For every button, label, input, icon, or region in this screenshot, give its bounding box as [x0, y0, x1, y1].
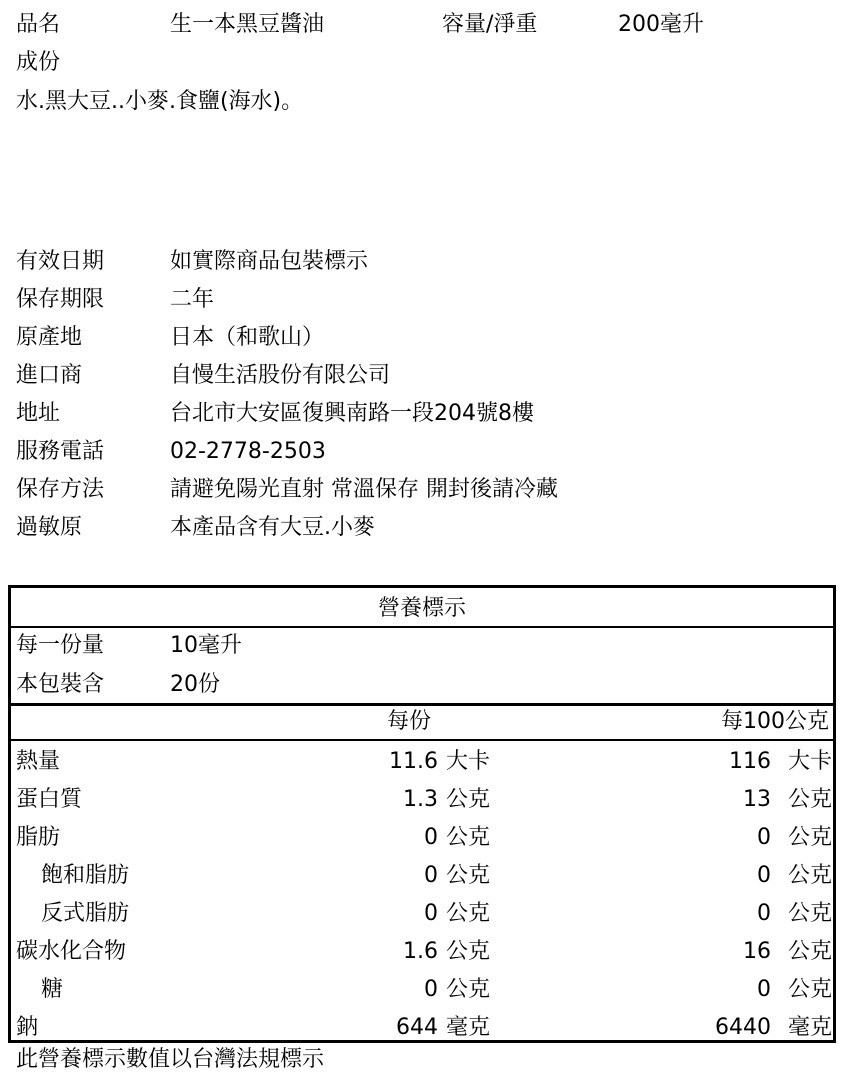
product-name-label: 品名 — [16, 12, 61, 37]
per-serving-value: 0 — [424, 863, 438, 888]
nutrient-row — [11, 971, 833, 1009]
ingredients-value: 水.黑大豆..小麥.食鹽(海水)。 — [16, 89, 304, 114]
per-100-unit: 公克 — [788, 825, 833, 850]
nutrient-row — [11, 781, 833, 819]
per-serving-unit: 公克 — [446, 977, 491, 1002]
serving-size-value: 10毫升 — [170, 633, 242, 658]
nutrition-title: 營養標示 — [377, 596, 466, 621]
nutrition-footnote: 此營養標示數值以台灣法規標示 — [16, 1047, 325, 1072]
info-label: 進口商 — [16, 363, 83, 388]
per-100-value: 116 — [729, 749, 771, 774]
per-serving-value: 0 — [424, 825, 438, 850]
per-100-unit: 公克 — [788, 939, 833, 964]
info-label: 過敏原 — [16, 515, 83, 540]
divider — [11, 703, 833, 706]
per-serving-value: 1.3 — [403, 787, 438, 812]
info-value: 02-2778-2503 — [170, 439, 326, 464]
info-label: 服務電話 — [16, 439, 105, 464]
nutrient-name: 反式脂肪 — [41, 901, 130, 926]
product-name-value: 生一本黑豆醬油 — [170, 12, 325, 37]
nutrient-name: 脂肪 — [16, 825, 61, 850]
divider — [11, 739, 833, 741]
info-value: 自慢生活股份有限公司 — [170, 363, 391, 388]
per-100-unit: 大卡 — [788, 749, 833, 774]
info-value: 如實際商品包裝標示 — [170, 249, 369, 274]
per-serving-unit: 毫克 — [446, 1015, 491, 1040]
per-serving-value: 644 — [396, 1015, 438, 1040]
per-serving-value: 1.6 — [403, 939, 438, 964]
serving-size-label: 每一份量 — [16, 633, 105, 658]
nutrient-row — [11, 743, 833, 781]
per-serving-unit: 公克 — [446, 825, 491, 850]
nutrient-name: 飽和脂肪 — [41, 863, 130, 888]
per-100-value: 0 — [757, 825, 771, 850]
per-100-value: 0 — [757, 977, 771, 1002]
col-per-100-header: 每100公克 — [721, 709, 829, 734]
per-100-value: 6440 — [715, 1015, 771, 1040]
per-serving-unit: 公克 — [446, 787, 491, 812]
info-label: 保存方法 — [16, 477, 105, 502]
per-100-unit: 公克 — [788, 977, 833, 1002]
per-serving-unit: 公克 — [446, 939, 491, 964]
nutrient-row — [11, 819, 833, 857]
nutrition-table — [8, 585, 836, 1043]
info-value: 本產品含有大豆.小麥 — [170, 515, 375, 540]
ingredients-label: 成份 — [16, 50, 61, 75]
nutrient-row — [11, 1009, 833, 1047]
nutrient-name: 熱量 — [16, 749, 61, 774]
per-100-unit: 公克 — [788, 901, 833, 926]
servings-label: 本包裝含 — [16, 672, 105, 697]
info-value: 台北市大安區復興南路一段204號8樓 — [170, 401, 534, 426]
per-serving-value: 0 — [424, 901, 438, 926]
nutrient-row — [11, 895, 833, 933]
per-serving-value: 11.6 — [389, 749, 438, 774]
col-per-serving-header: 每份 — [387, 709, 432, 734]
nutrient-name: 碳水化合物 — [16, 939, 127, 964]
per-serving-value: 0 — [424, 977, 438, 1002]
per-100-value: 13 — [743, 787, 771, 812]
per-100-value: 16 — [743, 939, 771, 964]
per-serving-unit: 大卡 — [446, 749, 491, 774]
servings-value: 20份 — [170, 672, 220, 697]
per-serving-unit: 公克 — [446, 863, 491, 888]
nutrient-name: 糖 — [41, 977, 64, 1002]
divider — [11, 626, 833, 628]
nutrient-name: 蛋白質 — [16, 787, 83, 812]
per-100-value: 0 — [757, 863, 771, 888]
per-100-unit: 公克 — [788, 863, 833, 888]
info-value: 日本（和歌山） — [170, 325, 325, 350]
info-label: 保存期限 — [16, 287, 105, 312]
per-100-value: 0 — [757, 901, 771, 926]
info-label: 地址 — [16, 401, 61, 426]
nutrient-row — [11, 857, 833, 895]
volume-label: 容量/淨重 — [442, 12, 538, 37]
nutrient-name: 鈉 — [16, 1015, 39, 1040]
info-label: 有效日期 — [16, 249, 105, 274]
info-value: 二年 — [170, 287, 215, 312]
nutrient-row — [11, 933, 833, 971]
volume-value: 200毫升 — [618, 12, 704, 37]
per-100-unit: 毫克 — [788, 1015, 833, 1040]
per-serving-unit: 公克 — [446, 901, 491, 926]
per-100-unit: 公克 — [788, 787, 833, 812]
info-label: 原產地 — [16, 325, 83, 350]
info-value: 請避免陽光直射 常溫保存 開封後請冷藏 — [170, 477, 558, 502]
